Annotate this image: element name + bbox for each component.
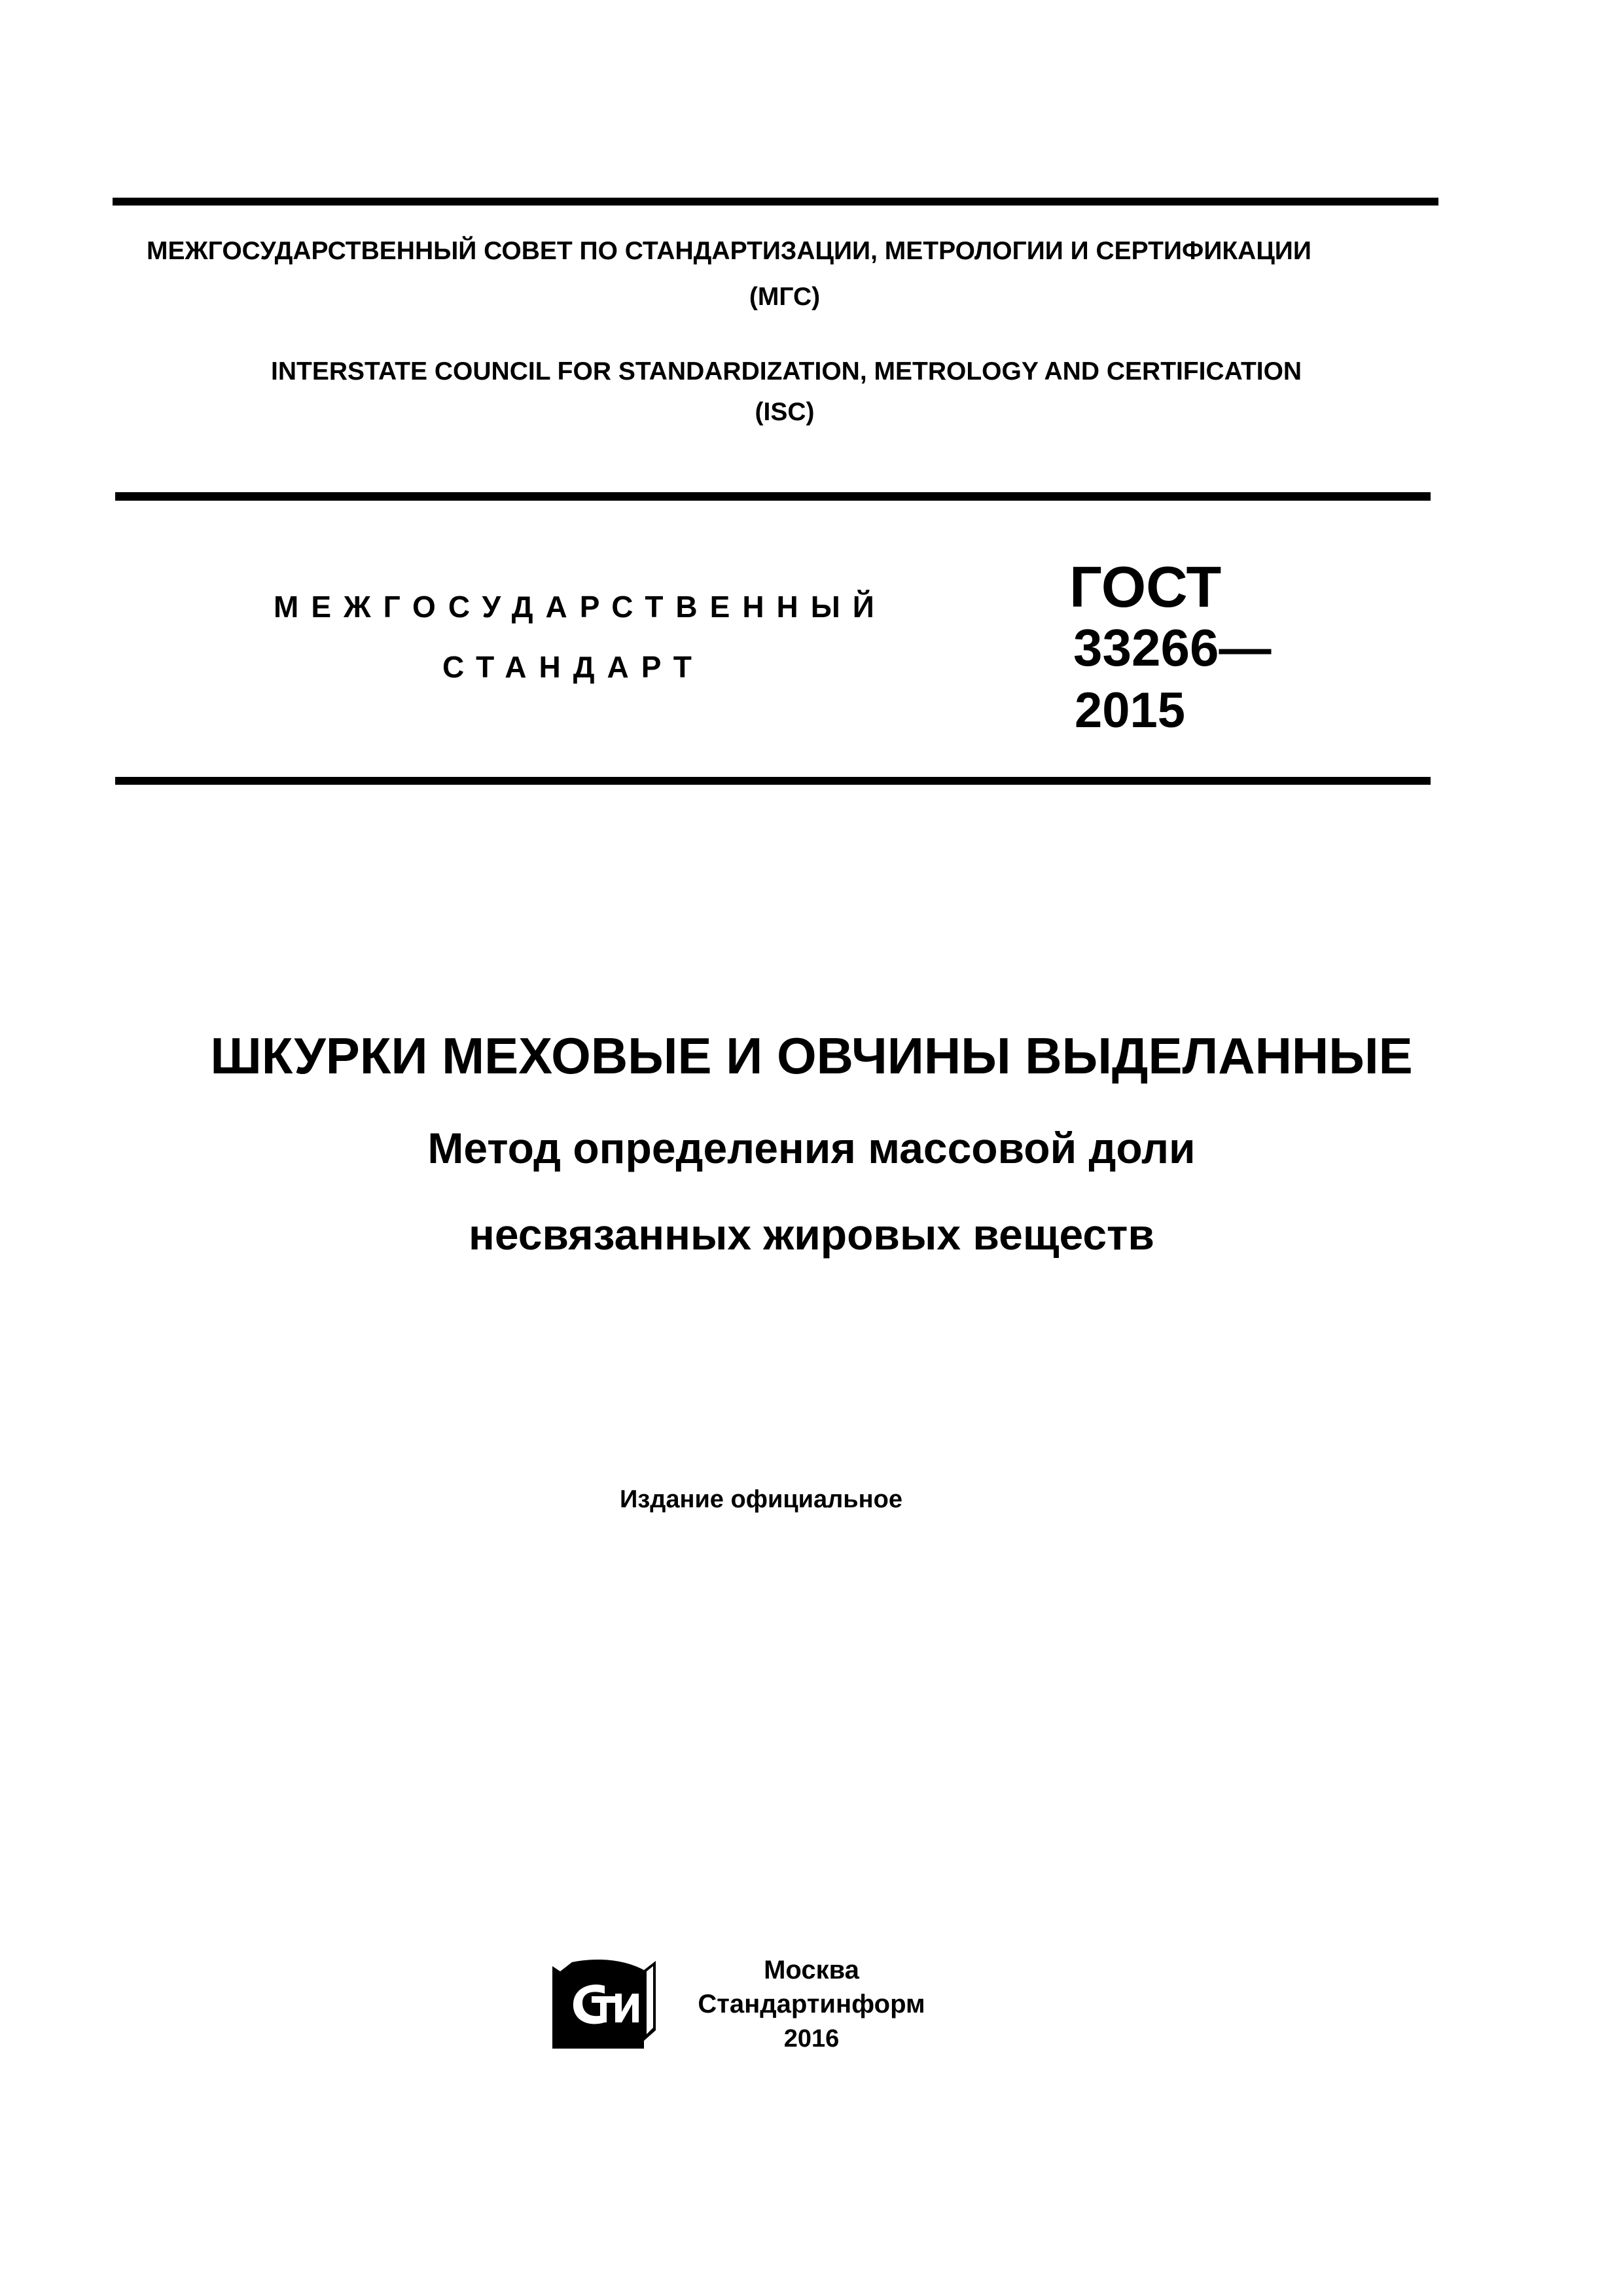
council-name-russian: МЕЖГОСУДАРСТВЕННЫЙ СОВЕТ ПО СТАНДАРТИЗАЦИИ, МЕТРОЛОГИИ И СЕРТИФИКАЦИИ (147, 237, 1311, 265)
document-subtitle-line-2: несвязанных жировых веществ (469, 1210, 1154, 1259)
council-abbreviation-russian: (МГС) (749, 283, 821, 311)
bottom-divider-rule (115, 777, 1431, 785)
publication-year: 2016 (783, 2025, 840, 2053)
gost-year: 2015 (1075, 683, 1186, 738)
publisher-logo-icon (546, 1957, 664, 2050)
publisher-name: Стандартинформ (698, 1990, 925, 2018)
middle-divider-rule (115, 492, 1431, 501)
document-title: ШКУРКИ МЕХОВЫЕ И ОВЧИНЫ ВЫДЕЛАННЫЕ (210, 1027, 1413, 1085)
document-subtitle-line-1: Метод определения массовой доли (427, 1124, 1196, 1172)
edition-note: Издание официальное (620, 1486, 902, 1513)
gost-number: 33266— (1073, 619, 1272, 677)
publisher-city: Москва (764, 1956, 859, 1984)
council-abbreviation-english: (ISC) (755, 398, 815, 426)
council-name-english: INTERSTATE COUNCIL FOR STANDARDIZATION, METROLOGY AND CERTIFICATION (271, 357, 1302, 386)
top-divider-rule (113, 198, 1438, 206)
gost-label: ГОСТ (1069, 554, 1222, 619)
standard-type-line-2: СТАНДАРТ (442, 650, 704, 684)
standard-type-line-1: МЕЖГОСУДАРСТВЕННЫЙ (274, 590, 887, 624)
